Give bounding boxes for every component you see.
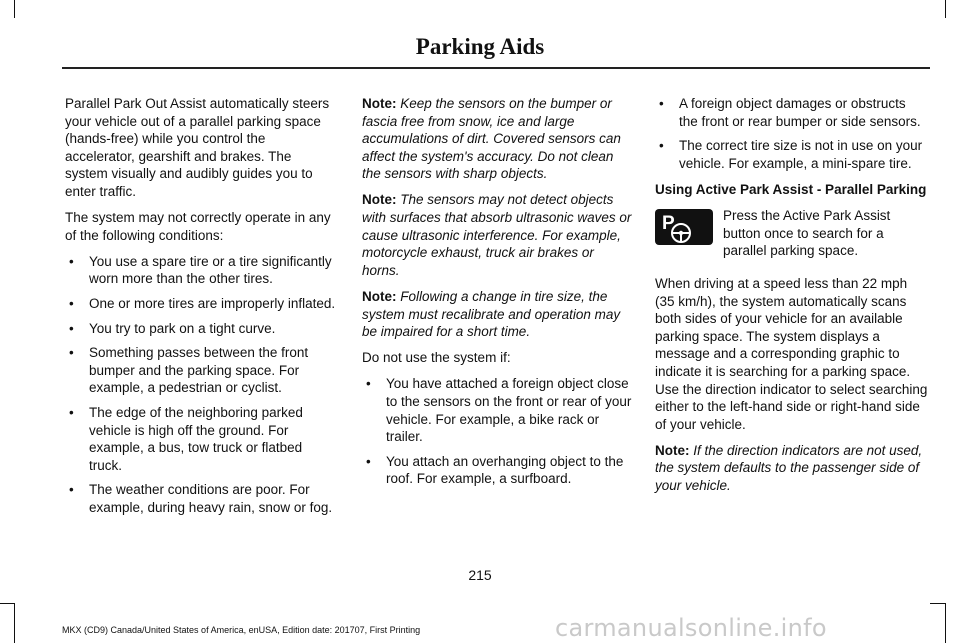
- active-park-assist-icon: [655, 209, 713, 245]
- icon-instruction: [655, 207, 928, 267]
- list-item: • A foreign object damages or obstructs the front or rear bumper or side sensors.: [655, 95, 928, 130]
- crop-mark-bottom-left-v: [14, 603, 15, 643]
- note-text: Keep the sensors on the bumper or fascia free from snow, ice and large accumulations of dirt. Covered sensors can affect the system's accuracy. Do not clean the sensors with sharp objects.: [362, 96, 621, 182]
- page-title: Parking Aids: [415, 34, 545, 59]
- do-not-use-intro: Do not use the system if:: [362, 350, 511, 366]
- do-not-use-list: [362, 375, 632, 488]
- list-item: • Something passes between the front bumper and the parking space. For example, a pedestrian or cyclist.: [65, 344, 337, 397]
- footer-edition: MKX (CD9) Canada/United States of America, enUSA, Edition date: 201707, First Printing: [62, 625, 421, 635]
- column-3: [655, 95, 928, 503]
- list-item: • You have attached a foreign object close to the sensors on the front or rear of your vehicle. For example, a bike rack or trailer.: [362, 375, 632, 445]
- scan-paragraph: When driving at a speed less than 22 mph (35 km/h), the system automatically scans both sides of your vehicle for an available parking space. The system displays a message and a corresponding graphic to indicate it is searching for a parking space. Use the direction indicator to select searching either to the left-hand side or right-hand side of your vehicle.: [655, 275, 928, 432]
- list-item: • You use a spare tire or a tire significantly worn more than the other tires.: [65, 253, 337, 288]
- header-rule: [62, 67, 930, 69]
- icon-instruction-text: Press the Active Park Assist button once to search for a parallel parking space.: [723, 207, 891, 259]
- list-item: • The correct tire size is not in use on your vehicle. For example, a mini-spare tire.: [655, 137, 928, 172]
- note-text: If the direction indicators are not used, the system defaults to the passenger side of your vehicle.: [655, 442, 923, 493]
- svg-text:P: P: [662, 212, 675, 234]
- note-text: Following a change in tire size, the system must recalibrate and operation may be impaired for a short time.: [362, 288, 621, 340]
- column-1: [65, 95, 337, 525]
- list-item: • You try to park on a tight curve.: [65, 320, 337, 338]
- note: [362, 288, 632, 341]
- note-label: Note:: [655, 442, 690, 458]
- crop-mark-bottom-left-h: [0, 603, 15, 604]
- watermark: carmanualsonline.info: [555, 614, 827, 642]
- conditions-list: [65, 253, 337, 517]
- crop-mark-top-left-v: [14, 0, 15, 18]
- note: [362, 95, 632, 183]
- crop-mark-top-right-v: [945, 0, 946, 18]
- list-item: • One or more tires are improperly inflated.: [65, 295, 337, 313]
- intro-paragraph: Parallel Park Out Assist automatically steers your vehicle out of a parallel parking space (hands-free) while you control the accelerator, gearshift and brakes. The system visually and audibly guides you to enter traffic.: [65, 96, 330, 199]
- note-label: Note:: [362, 288, 397, 304]
- note: [655, 442, 928, 495]
- list-item: • The weather conditions are poor. For example, during heavy rain, snow or fog.: [65, 481, 337, 516]
- column-2: [362, 95, 632, 496]
- note-text: The sensors may not detect objects with surfaces that absorb ultrasonic waves or cause ultrasonic interference. For example, motorcycle exhaust, truck air brakes or horns.: [362, 192, 632, 278]
- section-heading: Using Active Park Assist - Parallel Parking: [655, 181, 927, 197]
- conditions-intro: The system may not correctly operate in any of the following conditions:: [65, 210, 331, 243]
- list-item: • You attach an overhanging object to the roof. For example, a surfboard.: [362, 453, 632, 488]
- note: [362, 191, 632, 279]
- list-item: • The edge of the neighboring parked vehicle is high off the ground. For example, a bus, tow truck or flatbed truck.: [65, 404, 337, 474]
- note-label: Note:: [362, 96, 397, 111]
- do-not-use-list-continued: [655, 95, 928, 172]
- page-number: 215: [468, 567, 492, 583]
- crop-mark-bottom-right-h: [930, 603, 946, 604]
- crop-mark-bottom-right-v: [945, 603, 946, 643]
- note-label: Note:: [362, 192, 397, 208]
